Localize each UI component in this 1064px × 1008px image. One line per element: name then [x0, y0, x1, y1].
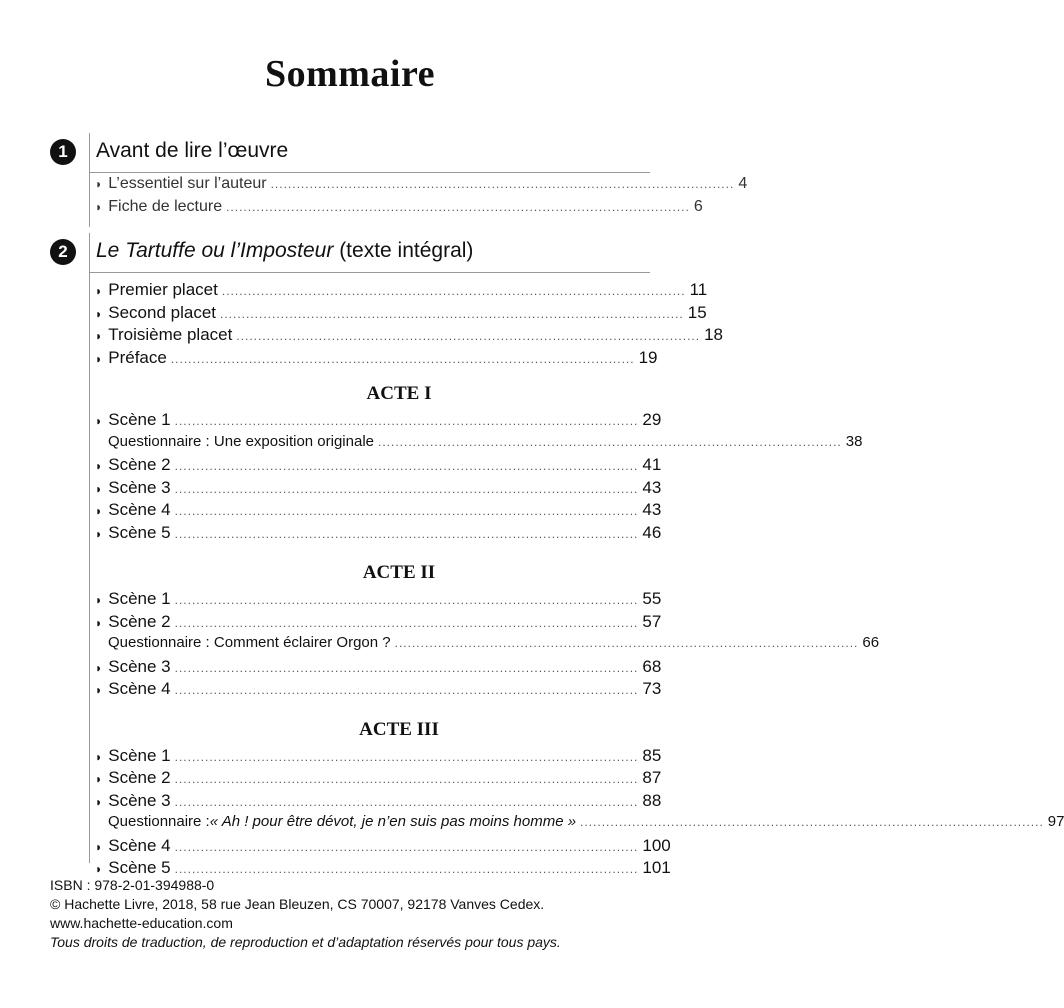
dot-leader: ...........................................................................................................	[174, 414, 639, 428]
divider	[89, 272, 650, 273]
dot-leader: ...........................................................................................................	[174, 839, 639, 854]
divider	[89, 233, 90, 273]
copyright-text: © Hachette Livre, 2018, 58 rue Jean Bleuzen, CS 70007, 92178 Vanves Cedex.	[50, 896, 545, 912]
dot-leader: ...........................................................................................................	[226, 200, 690, 214]
page-number: 97	[1047, 813, 1064, 830]
dot-leader: ...........................................................................................................	[174, 459, 639, 473]
triangle-right-icon: ◗	[95, 459, 103, 473]
toc-entry[interactable]: ◗ Scène 2 ........................................................................................................... 41	[95, 455, 662, 474]
divider	[89, 133, 90, 173]
triangle-right-icon: ◗	[95, 526, 103, 541]
triangle-right-icon: ◗	[95, 615, 103, 630]
toc-entry[interactable]: ◗ Scène 4 ........................................................................................................... 43	[95, 500, 662, 519]
page-number: 29	[642, 410, 662, 429]
dot-leader: ...........................................................................................................	[170, 351, 635, 366]
triangle-right-icon: ◗	[95, 794, 103, 809]
divider	[89, 273, 90, 863]
page-number: 6	[693, 198, 703, 215]
dot-leader: ...........................................................................................................	[378, 434, 842, 449]
dot-leader: ...........................................................................................................	[174, 660, 639, 675]
page-number: 38	[845, 432, 863, 450]
dot-leader: ...........................................................................................................	[174, 526, 639, 541]
toc-entry[interactable]: ◗ Troisième placet ........................................................................................................... 18	[95, 325, 724, 344]
triangle-right-icon: ◗	[95, 683, 103, 697]
toc-entry[interactable]: ◗ Scène 1 ........................................................................................................... 55	[95, 589, 662, 608]
act-heading: ACTE II	[362, 562, 436, 583]
page-number: 85	[642, 745, 662, 765]
section-number-badge: 1	[50, 139, 76, 165]
page-number: 66	[862, 634, 880, 651]
triangle-right-icon: ◗	[95, 284, 103, 298]
dot-leader: ...........................................................................................................	[174, 481, 639, 496]
page-number: 18	[704, 325, 724, 344]
act-heading: ACTE III	[359, 718, 439, 740]
legal-footer	[50, 876, 670, 952]
dot-leader: ...........................................................................................................	[174, 862, 639, 876]
page-number: 41	[642, 455, 662, 474]
page-number: 73	[642, 679, 662, 698]
triangle-right-icon: ◗	[95, 329, 103, 343]
section-1-entries	[95, 175, 748, 221]
toc-entry[interactable]: ◗ Scène 4 ........................................................................................................... 73	[95, 679, 662, 698]
toc-entry[interactable]: ◗ Scène 3 ........................................................................................................... 43	[95, 477, 662, 497]
divider	[89, 173, 90, 227]
toc-entry[interactable]: ◗ Scène 2 ........................................................................................................... 87	[95, 768, 662, 787]
dot-leader: ...........................................................................................................	[580, 815, 1044, 829]
triangle-right-icon: ◗	[95, 200, 103, 214]
toc-entry[interactable]: ◗ Scène 2 ........................................................................................................... 57	[95, 611, 662, 631]
triangle-right-icon: ◗	[95, 177, 103, 191]
section-title: Le Tartuffe ou l’Imposteur (texte intégral)	[96, 239, 474, 262]
page-number: 43	[642, 500, 662, 519]
dot-leader: ...........................................................................................................	[221, 284, 686, 298]
page-number: 15	[687, 302, 707, 322]
page-number: 19	[638, 347, 658, 367]
section-2-header	[50, 233, 650, 273]
page-title: Sommaire	[264, 53, 436, 95]
toc-entry[interactable]: ◗ Scène 3 ........................................................................................................... 68	[95, 656, 662, 676]
toc-entry[interactable]: ◗ Scène 3 ........................................................................................................... 88	[95, 790, 662, 810]
dot-leader: ...........................................................................................................	[174, 794, 639, 809]
dot-leader: ...........................................................................................................	[236, 329, 701, 343]
dot-leader: ...........................................................................................................	[220, 306, 684, 321]
section-1-header	[50, 133, 650, 173]
toc-entry[interactable]: ◗ Scène 5 ........................................................................................................... 46	[95, 522, 662, 542]
page-number: 68	[642, 656, 662, 676]
triangle-right-icon: ◗	[95, 749, 103, 764]
toc-questionnaire[interactable]: Questionnaire : Une exposition originale ........................................................................................................... 38	[108, 432, 863, 450]
toc-entry[interactable]: ◗ Scène 5 ........................................................................................................... 101	[95, 858, 671, 877]
page-number: 88	[642, 790, 662, 810]
toc-entry[interactable]: ◗ Scène 1 ........................................................................................................... 29	[95, 410, 662, 429]
triangle-right-icon: ◗	[95, 481, 103, 496]
dot-leader: ...........................................................................................................	[174, 749, 639, 764]
act-heading: ACTE I	[366, 383, 432, 404]
page-number: 87	[642, 768, 662, 787]
toc-entry[interactable]: ◗ L’essentiel sur l’auteur ........................................................................................................... 4	[95, 175, 748, 192]
toc-entry[interactable]: ◗ Second placet ........................................................................................................... 15	[95, 302, 707, 322]
rights-text: Tous droits de traduction, de reproduction et d’adaptation réservés pour tous pays.	[50, 934, 561, 950]
triangle-right-icon: ◗	[95, 862, 103, 876]
dot-leader: ...........................................................................................................	[394, 636, 859, 650]
dot-leader: ...........................................................................................................	[174, 615, 639, 630]
divider	[89, 172, 650, 173]
toc-entry[interactable]: ◗ Scène 4 ........................................................................................................... 100	[95, 835, 671, 855]
toc-entry[interactable]: ◗ Scène 1 ........................................................................................................... 85	[95, 745, 662, 765]
dot-leader: ...........................................................................................................	[174, 504, 639, 518]
toc-questionnaire[interactable]: Questionnaire : Comment éclairer Orgon ? ........................................................................................................... 66	[108, 634, 880, 651]
dot-leader: ...........................................................................................................	[174, 593, 639, 607]
triangle-right-icon: ◗	[95, 660, 103, 675]
section-number-badge: 2	[50, 239, 76, 265]
page-number: 46	[642, 522, 662, 542]
triangle-right-icon: ◗	[95, 772, 103, 786]
triangle-right-icon: ◗	[95, 351, 103, 366]
dot-leader: ...........................................................................................................	[174, 683, 639, 697]
toc-entry[interactable]: ◗ Fiche de lecture ........................................................................................................... 6	[95, 198, 703, 215]
toc-entry[interactable]: ◗ Préface ........................................................................................................... 19	[95, 347, 658, 367]
website-link[interactable]: www.hachette-education.com	[50, 915, 233, 931]
page-number: 55	[642, 589, 662, 608]
toc-entry[interactable]: ◗ Premier placet ........................................................................................................... 11	[95, 280, 708, 299]
dot-leader: ...........................................................................................................	[270, 177, 735, 191]
page-number: 4	[738, 175, 748, 192]
page-number: 101	[642, 858, 671, 877]
dot-leader: ...........................................................................................................	[174, 772, 639, 786]
section-2-entries	[95, 280, 1064, 881]
toc-questionnaire[interactable]: Questionnaire : « Ah ! pour être dévot, je n’en suis pas moins homme » ........................................................................................................... 97	[108, 813, 1064, 830]
page-number: 57	[642, 611, 662, 631]
isbn-text: ISBN : 978-2-01-394988-0	[50, 877, 215, 893]
triangle-right-icon: ◗	[95, 414, 103, 428]
page-number: 100	[642, 835, 671, 855]
triangle-right-icon: ◗	[95, 839, 103, 854]
page-number: 43	[642, 477, 662, 497]
page-number: 11	[689, 280, 708, 299]
triangle-right-icon: ◗	[95, 306, 103, 321]
triangle-right-icon: ◗	[95, 593, 103, 607]
triangle-right-icon: ◗	[95, 504, 103, 518]
section-title: Avant de lire l’œuvre	[96, 139, 289, 162]
